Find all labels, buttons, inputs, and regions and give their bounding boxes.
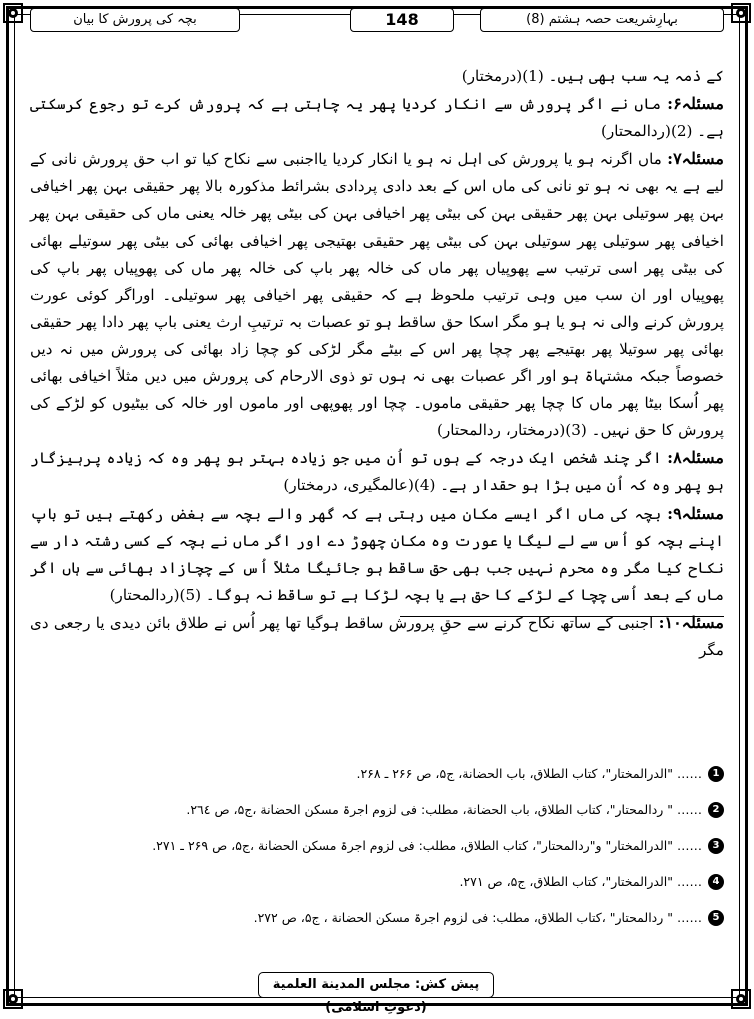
footnote: 3 …… "الدرالمختار" و"ردالمحتار"، کتاب الطلاق، مطلب: فی لزوم اجرۃ مسکن الحضانة ،ج۵، ص ۲۶۹ ـ ۲۷۱. — [30, 828, 724, 864]
page-header — [30, 6, 724, 34]
masala-7: مسئلہ۷: ماں اگرنہ ہو یا پرورش کی اہل نہ ہو یا انکار کردیا یااجنبی سے نکاح کیا تو اب حق پرورش نانی کے لیے ہے یہ بھی نہ ہو تو نانی کی ماں اس کے بعد دادی پردادی بشرائط مذکورہ بالا پھر حقیقی بہن پھر اخیافی بہن پھر سوتیلی بہن پھر حقیقی بہن کی بیٹی پھر اخیافی بہن کی بیٹی پھر خالہ یعنی ماں کی حقیقی بہن پھر اخیافی پھر سوتیلی پھر سوتیلی بہن کی بیٹی پھر حقیقی بھتیجی پھر اخیافی بھائی کی بیٹی پھر سوتیلے بھائی کی بیٹی پھر اسی ترتیب سے پھوپیاں پھر ماں کی خالہ پھر باپ کی خالہ پھر ماں کی پھوپیاں پھر باپ کی پھوپیاں اور ان سب میں وہی ترتیب ملحوظ ہے کہ حقیقی پھر اخیافی پھر سوتیلی۔ اوراگر کوئی عورت پرورش کرنے والی نہ ہو یا ہو مگر اسکا حق ساقط ہو تو عصبات بہ ترتیبِ ارث یعنی باپ پھر دادا پھر حقیقی بھائی پھر سوتیلا پھر بھتیجے پھر چچا پھر اس کے بیٹے مگر لڑکی کو چچا زاد بھائی کی پرورش میں نہ دیں خصوصاً جبکہ مشتہاۃ ہو اور اگر عصبات بھی نہ ہوں تو ذوی الارحام کی پرورش میں دیں مثلاً اخیافی بھائی پھر اُسکا بیٹا پھر ماں کا چچا پھر حقیقی ماموں۔ چچا اور پھوپھی اور ماموں اور خالہ کی بیٹیوں کو لڑکے کی پرورش کا حق نہیں۔ (3)(درمختار، ردالمحتار) — [30, 149, 724, 440]
footnote-divider — [400, 616, 724, 617]
masala-label: مسئلہ۷: — [667, 149, 724, 169]
publisher-footer: پیش کش: مجلس المدینة العلمیة (دعوتِ اسلامی) — [258, 972, 494, 998]
masala-label: مسئلہ۸: — [667, 448, 724, 468]
corner-ornament-icon — [2, 988, 24, 1010]
footnotes — [30, 756, 724, 936]
footnote-number: 3 — [708, 838, 724, 854]
book-title: بہارِشریعت حصہ ہشتم (8) — [480, 8, 724, 32]
masala-8: مسئلہ۸: اگر چند شخص ایک درجہ کے ہوں تو اُن میں جو زیادہ بہتر ہو پھر وہ کہ زیادہ پرہیزگار ہو پھر وہ کہ اُن میں بڑا ہو حقدار ہے۔ (4)(عالمگیری، درمختار) — [30, 448, 724, 495]
page-number: 148 — [350, 8, 454, 32]
footnote-number: 2 — [708, 802, 724, 818]
masala-label: مسئلہ۶: — [667, 94, 724, 114]
masala-label: مسئلہ۱۰: — [658, 612, 724, 632]
footnote: 4 …… "الدرالمختار"، کتاب الطلاق، ج۵، ص ۲۷۱. — [30, 864, 724, 900]
masala-6: مسئلہ۶: ماں نے اگر پرورش سے انکار کردیا پھر یہ چاہتی ہے کہ پرورش کرے تو رجوع کرسکتی ہے۔ (2)(ردالمحتار) — [30, 94, 724, 141]
footnote: 5 …… " ردالمحتار" ،کتاب الطلاق، مطلب: فی لزوم اجرۃ مسکن الحضانة ، ج۵، ص ۲۷۲. — [30, 900, 724, 936]
corner-ornament-icon — [730, 2, 752, 24]
corner-ornament-icon — [730, 988, 752, 1010]
footnote: 2 …… " ردالمحتار"، کتاب الطلاق، باب الحضانة، مطلب: فی لزوم اجرۃ مسکن الحضانة ،ج۵، ص ۲٦٤. — [30, 792, 724, 828]
main-text — [30, 62, 724, 664]
footnote-number: 4 — [708, 874, 724, 890]
corner-ornament-icon — [2, 2, 24, 24]
footnote: 1 …… "الدرالمختار"، کتاب الطلاق، باب الحضانة، ج۵، ص ۲۶۶ ـ ۲۶۸. — [30, 756, 724, 792]
footnote-number: 1 — [708, 766, 724, 782]
paragraph: کے ذمہ یہ سب بھی ہیں۔ (1)(درمختار) — [461, 67, 724, 85]
masala-9: مسئلہ۹: بچہ کی ماں اگر ایسے مکان میں رہتی ہے کہ گھر والے بچہ سے بغض رکھتے ہیں تو باپ اپنے بچہ کو اُس سے لے لیگا یا عورت وہ مکان چھوڑ دے اور اگر ماں نے بچہ کے کسی رشتہ دار سے نکاح کیا مگر وہ محرم نہیں جب بھی حق ساقط ہو جائیگا مثلاً اُس کے چچازاد بھائی سے ہاں اگر ماں کے بعد اُسی چچا کے لڑکے کا حق ہے یا بچہ لڑکا ہے تو ساقط نہ ہوگا۔ (5)(ردالمحتار) — [30, 503, 724, 604]
masala-10: مسئلہ۱۰: اجنبی کے ساتھ نکاح کرنے سے حقِ پرورش ساقط ہوگیا تھا پھر اُس نے طلاق بائن دیدی یا رجعی دی مگر — [30, 612, 724, 659]
masala-label: مسئلہ۹: — [667, 503, 724, 523]
chapter-title: بچہ کی پرورش کا بیان — [30, 8, 240, 32]
footnote-number: 5 — [708, 910, 724, 926]
